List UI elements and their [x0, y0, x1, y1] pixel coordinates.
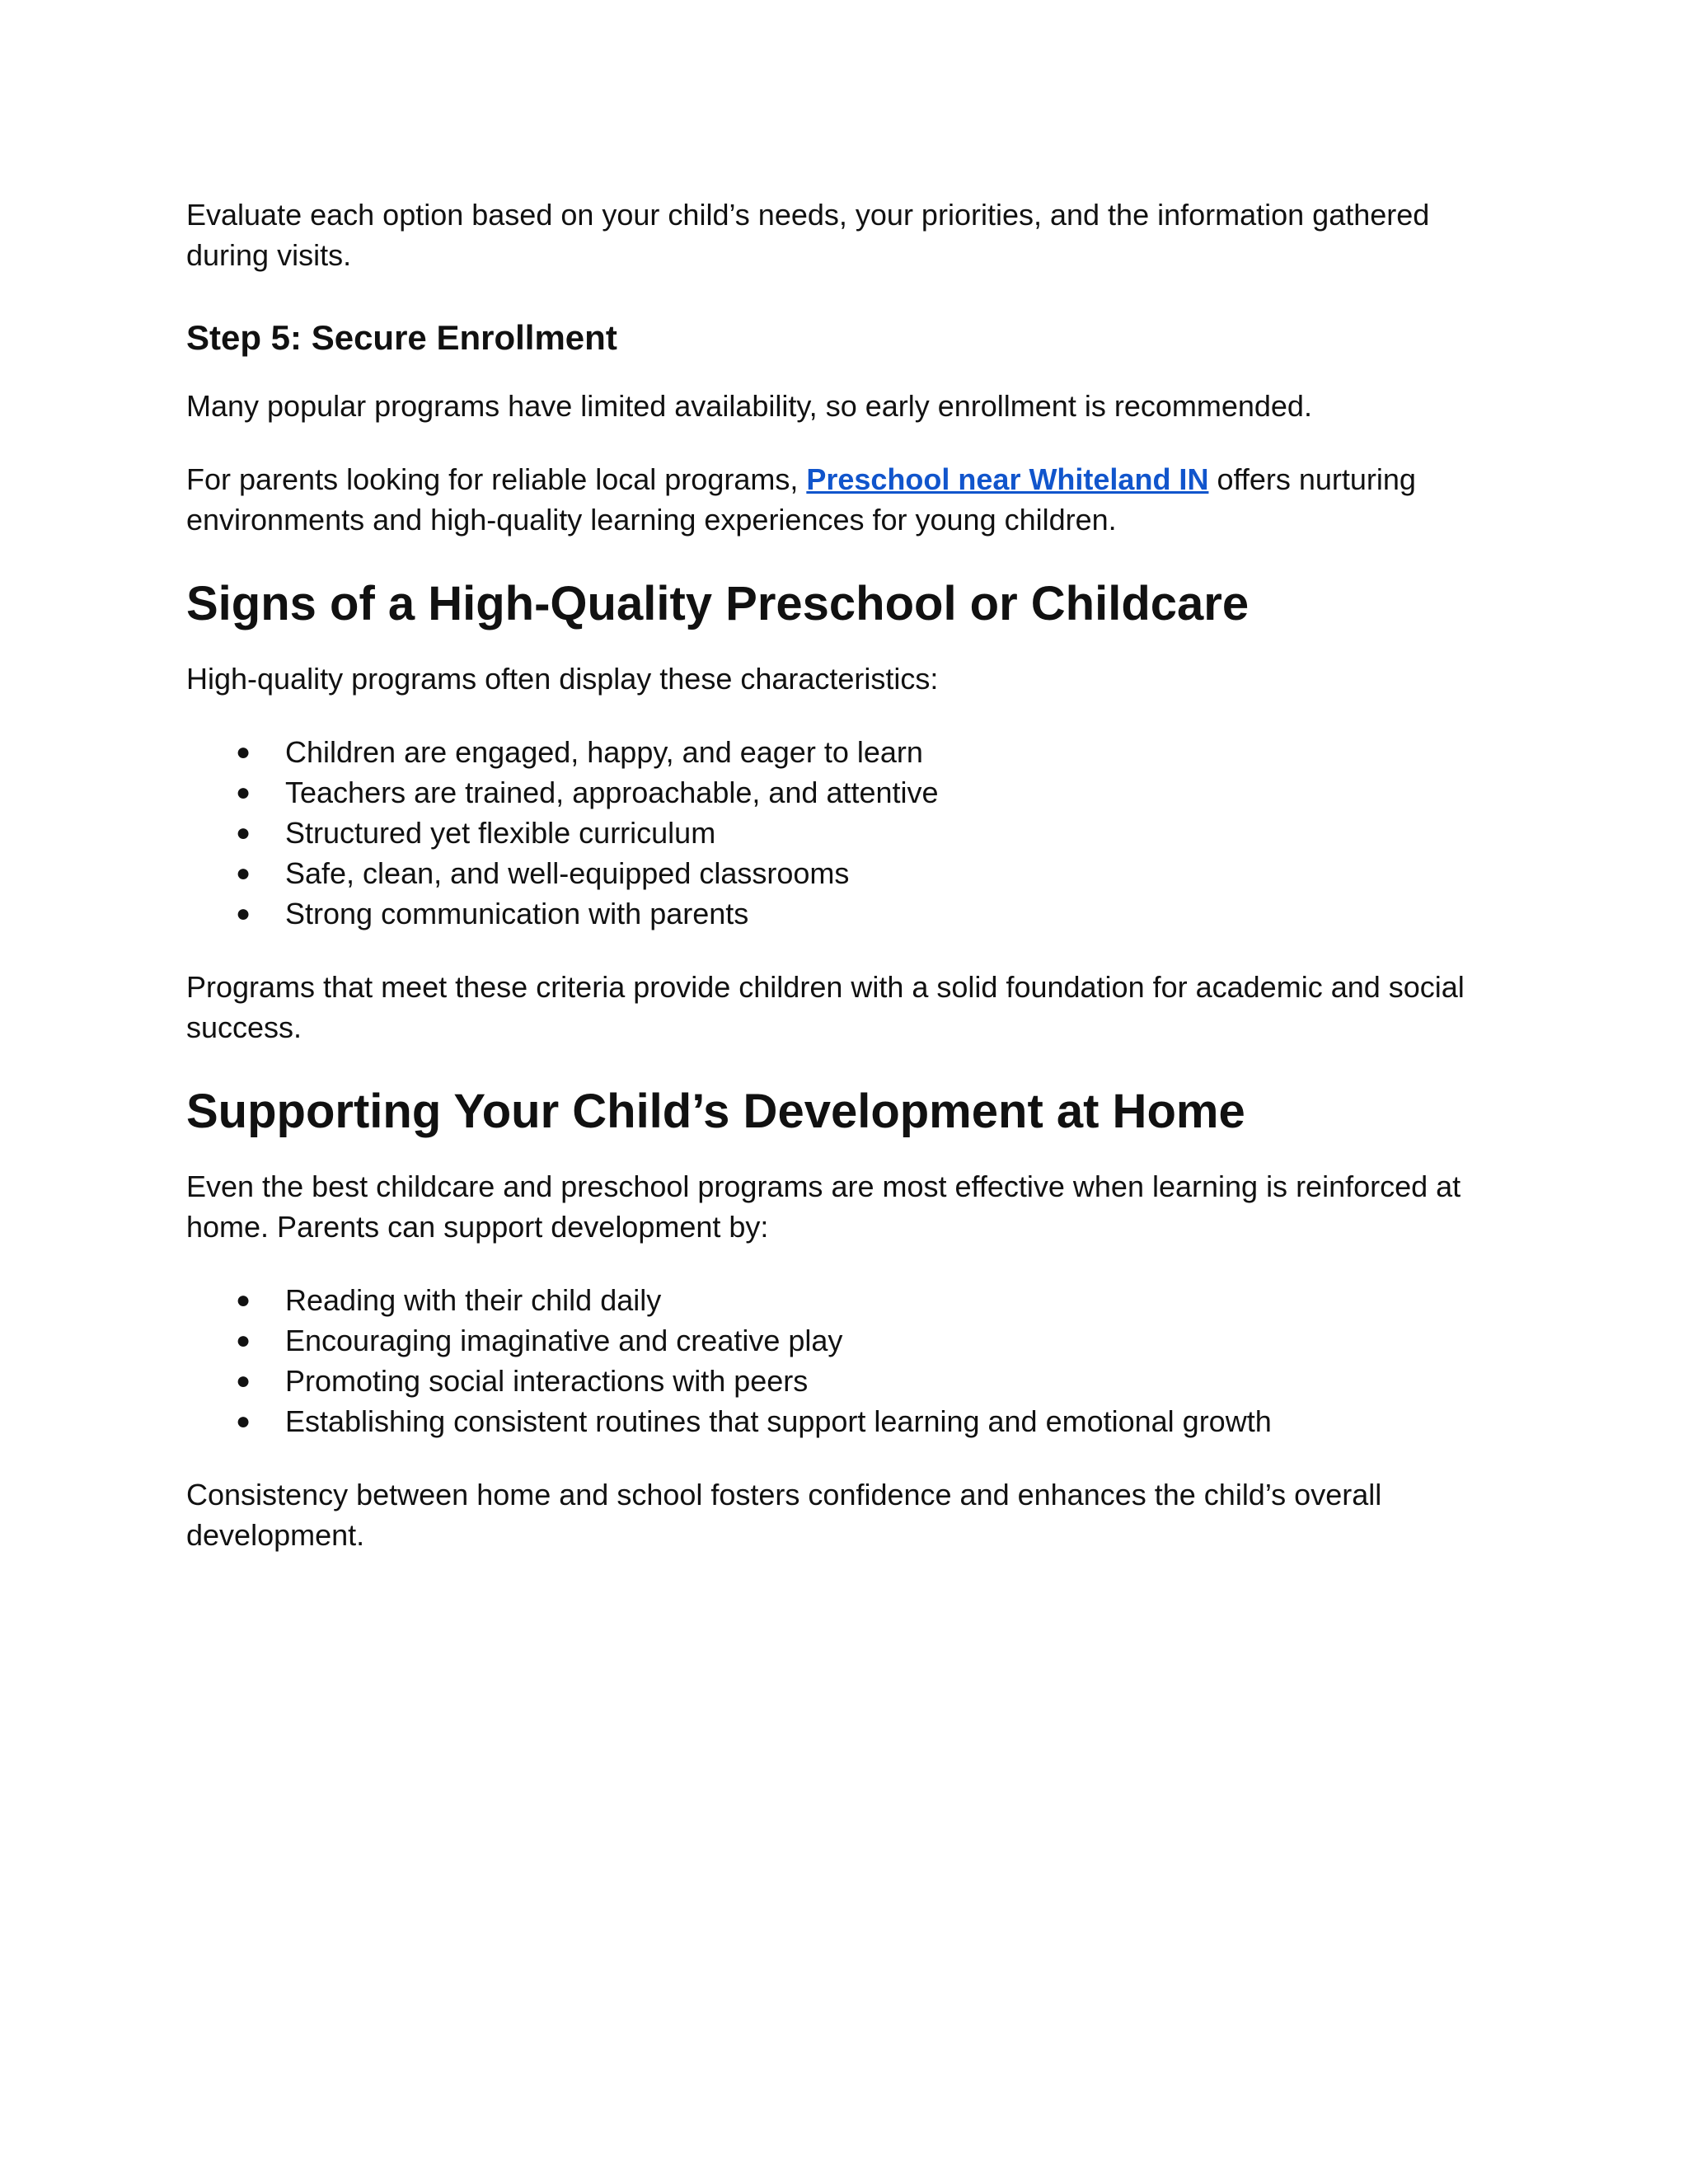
bullet-icon: ●	[236, 900, 251, 927]
preschool-whiteland-link[interactable]: Preschool near Whiteland IN	[806, 462, 1209, 496]
step5-heading: Step 5: Secure Enrollment	[186, 318, 617, 357]
list-item: ● Teachers are trained, approachable, and attentive	[186, 772, 1505, 813]
bullet-icon: ●	[236, 819, 251, 846]
paragraph-local-after: offers nurturing environments and high-quality learning experiences for young children.	[186, 462, 1416, 537]
paragraph-local-programs	[186, 459, 1472, 540]
signs-outro: Programs that meet these criteria provide children with a solid foundation for academic and social success.	[186, 970, 1465, 1044]
paragraph-evaluate: Evaluate each option based on your child’s needs, your priorities, and the information gathered during visits.	[186, 198, 1430, 272]
paragraph-limited-availability: Many popular programs have limited availability, so early enrollment is recommended.	[186, 389, 1312, 423]
support-list	[186, 1280, 1505, 1441]
bullet-icon: ●	[236, 1286, 251, 1314]
list-item: ● Encouraging imaginative and creative play	[186, 1320, 1505, 1361]
bullet-icon: ●	[236, 738, 251, 766]
support-intro: Even the best childcare and preschool programs are most effective when learning is reinforced at home. Parents can support development by:	[186, 1169, 1461, 1244]
bullet-icon: ●	[236, 860, 251, 887]
paragraph-local-before: For parents looking for reliable local programs,	[186, 462, 807, 496]
list-item: ● Reading with their child daily	[186, 1280, 1505, 1320]
support-heading: Supporting Your Child’s Development at Home	[186, 1085, 1245, 1138]
signs-heading: Signs of a High-Quality Preschool or Childcare	[186, 577, 1250, 630]
bullet-icon: ●	[236, 779, 251, 806]
bullet-icon: ●	[236, 1367, 251, 1394]
support-outro: Consistency between home and school fosters confidence and enhances the child’s overall development.	[186, 1478, 1382, 1552]
list-item: ● Establishing consistent routines that support learning and emotional growth	[186, 1401, 1505, 1441]
list-item: ● Structured yet flexible curriculum	[186, 813, 1505, 853]
bullet-icon: ●	[236, 1327, 251, 1354]
signs-intro: High-quality programs often display these characteristics:	[186, 662, 939, 696]
list-item: ● Strong communication with parents	[186, 893, 1505, 934]
list-item: ● Children are engaged, happy, and eager to learn	[186, 732, 1505, 772]
bullet-icon: ●	[236, 1408, 251, 1435]
list-item: ● Safe, clean, and well-equipped classrooms	[186, 853, 1505, 893]
signs-list	[186, 732, 1505, 934]
list-item: ● Promoting social interactions with peers	[186, 1361, 1505, 1401]
document-page	[186, 194, 1505, 1555]
